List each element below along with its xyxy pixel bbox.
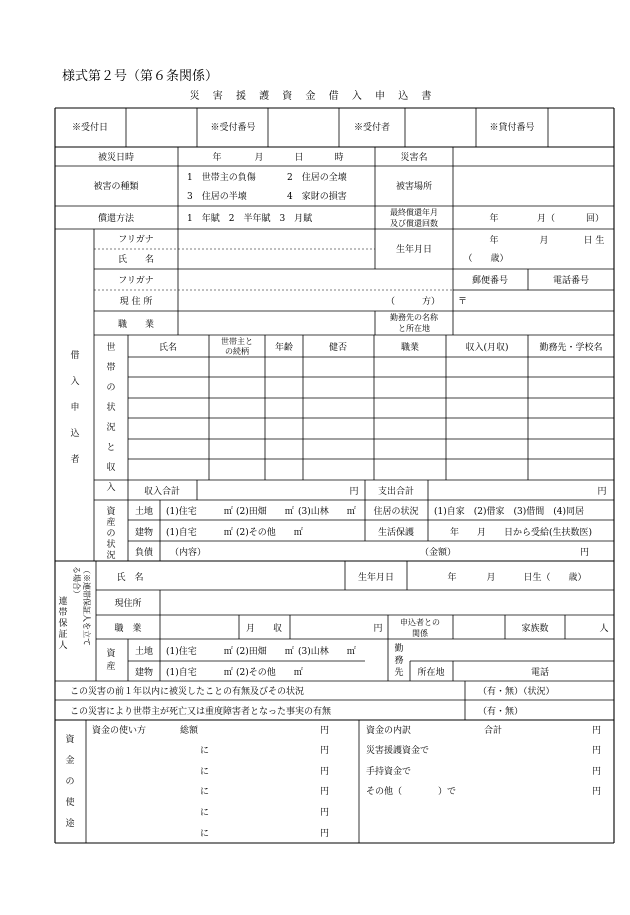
birth-month: 月: [539, 236, 549, 246]
debt-content: （内容）: [170, 548, 207, 558]
usage-ni: に: [200, 746, 210, 756]
disaster-name-label: 災害名: [400, 153, 428, 163]
guarantor-name-label: 氏 名: [116, 573, 144, 583]
usage-yen: 円: [320, 726, 330, 736]
breakdown-yen: 円: [592, 767, 602, 777]
col-name: 氏名: [158, 343, 178, 353]
history-section: [55, 681, 614, 720]
side-char: 入: [106, 483, 116, 493]
date-day: 日: [294, 153, 304, 163]
household-section: [94, 335, 614, 500]
history-question-2: この災害により世帯主が死亡又は重度障害者となった事実の有無: [70, 707, 332, 717]
receiver-label: ※受付者: [353, 123, 391, 133]
workplace-char: 勤: [394, 644, 404, 654]
expense-total-label: 支出合計: [377, 487, 415, 497]
col-income: 収入(月収): [465, 343, 509, 353]
debt-amount: （金額）: [420, 548, 457, 558]
furigana-label: フリガナ: [118, 235, 154, 245]
workplace-char: 先: [394, 668, 404, 678]
guarantor-assets-char: 資: [106, 649, 116, 659]
housing-options: (1)自家 (2)借家 (3)借間 (4)同居: [434, 507, 584, 517]
building-label: 建物: [134, 528, 154, 538]
family-count-label: 家族数: [521, 624, 549, 634]
side-char: 帯: [106, 363, 116, 373]
land-item-1: (1)住宅 ㎡: [166, 507, 233, 517]
history-question-1: この災害の前１年以内に被災したことの有無及びその状況: [70, 687, 305, 697]
side-char: 況: [106, 551, 116, 561]
side-char: 資: [106, 507, 116, 517]
welfare-text: 年 月 日から受給(生扶数医): [450, 528, 593, 538]
postal-code-label: 郵便番号: [471, 276, 509, 286]
housing-label: 住居の状況: [373, 507, 419, 517]
side-char: 保: [58, 619, 68, 629]
side-char: 借: [70, 351, 80, 361]
relation-label-1: 申込者との: [400, 618, 440, 627]
job-label: 職 業: [117, 320, 155, 330]
side-char: 途: [65, 819, 75, 829]
final-repayment-label-2: 及び償還回数: [390, 219, 438, 228]
disaster-section: [55, 147, 614, 229]
usage-yen: 円: [320, 746, 330, 756]
debt-label: 負債: [134, 548, 154, 558]
breakdown-yen: 円: [592, 746, 602, 756]
date-month: 月: [254, 153, 264, 163]
assets-side-label: [106, 505, 116, 561]
breakdown-item-1: 災害援護資金で: [366, 746, 430, 756]
usage-yen: 円: [320, 787, 330, 797]
side-char: 状: [106, 403, 116, 413]
side-char: と: [106, 443, 116, 453]
guarantor-building-label: 建物: [134, 668, 154, 678]
birth-date-label: 生年月日: [395, 245, 433, 255]
side-char: 産: [106, 518, 116, 528]
col-job: 職業: [400, 343, 420, 353]
breakdown-yen: 円: [592, 726, 602, 736]
guarantor-building-item-2: (2)その他 ㎡: [236, 668, 303, 678]
workplace-char: 務: [394, 656, 404, 666]
col-workplace: 勤務先・学校名: [539, 343, 603, 353]
damage-type-2: 2 住居の全壊: [287, 173, 347, 183]
guarantor-side-label: [58, 595, 67, 651]
guarantor-job-label: 職 業: [114, 624, 142, 634]
birth-day: 日 生: [583, 236, 605, 246]
guarantor-land-item-3: (3)山林 ㎡: [298, 647, 356, 657]
postal-mark: 〒: [458, 297, 468, 307]
loan-number-label: ※貸付番号: [489, 123, 535, 133]
usage-ni: に: [200, 808, 210, 818]
household-side-label: [106, 341, 115, 493]
guarantor-land-label: 土地: [134, 647, 154, 657]
side-char: 金: [65, 756, 75, 766]
address-label: 現 住 所: [119, 297, 153, 307]
damage-type-3: 3 住居の半壊: [187, 192, 247, 202]
guarantor-phone-label: 電話: [530, 668, 550, 678]
guarantor-building-item-1: (1)自宅 ㎡: [166, 668, 233, 678]
side-char: 入: [70, 377, 80, 387]
usage-ni: に: [200, 829, 210, 839]
repayment-options: 1 年賦 2 半年賦 3 月賦: [187, 214, 313, 224]
side-char: 込: [70, 429, 80, 439]
damage-type-4: 4 家財の損害: [287, 192, 347, 202]
household-row-lines: [94, 357, 614, 500]
guarantor-assets-char: 産: [106, 662, 116, 672]
family-count-unit: 人: [599, 624, 609, 634]
damage-type-1: 1 世帯主の負傷: [187, 173, 256, 183]
phone-label: 電話番号: [552, 276, 590, 286]
income-total-label: 収入合計: [143, 487, 181, 497]
history-answer-2: （有・無）: [478, 707, 524, 717]
final-count: 回）: [585, 214, 605, 224]
land-label: 土地: [134, 507, 154, 517]
date-year: 年: [212, 153, 222, 163]
receipt-date-label: ※受付日: [71, 123, 109, 133]
guarantor-land-item-1: (1)住宅 ㎡: [166, 647, 233, 657]
sum-header: 合計: [484, 726, 503, 736]
land-item-3: (3)山林 ㎡: [298, 507, 356, 517]
damage-type-label: 被害の種類: [93, 182, 139, 192]
col-age: 年齢: [274, 343, 294, 353]
guarantor-birth-day: 日生（ 歳）: [523, 573, 587, 583]
guarantor-address-label: 現住所: [114, 599, 142, 609]
side-char: 状: [106, 540, 116, 550]
usage-yen: 円: [320, 808, 330, 818]
workplace-label-1: 勤務先の名称: [390, 313, 438, 322]
usage-yen: 円: [320, 767, 330, 777]
birth-year: 年: [489, 236, 499, 246]
guarantor-birth-year: 年: [447, 573, 457, 583]
side-char: 証: [58, 630, 68, 640]
applicant-age: （ 歳）: [463, 254, 509, 264]
guarantor-section: [55, 561, 614, 681]
disaster-date-label: 被災日時: [97, 153, 135, 163]
date-hour: 時: [334, 153, 344, 163]
receipt-number-label: ※受付番号: [210, 123, 256, 133]
funds-side-label: [65, 733, 75, 829]
side-char: の: [106, 383, 116, 393]
side-char: の: [106, 529, 116, 539]
damage-place-label: 被害場所: [395, 182, 433, 192]
expense-total-yen: 円: [597, 487, 607, 497]
building-item-1: (1)自宅 ㎡: [166, 528, 233, 538]
side-char: 況: [106, 423, 116, 433]
side-char: 使: [65, 798, 75, 808]
usage-header: 資金の使い方: [92, 726, 147, 736]
final-repayment-label-1: 最終償還年月: [390, 208, 438, 217]
col-relation-1: 世帯主と: [221, 337, 253, 346]
land-item-2: (2)田畑 ㎡: [236, 507, 294, 517]
usage-yen: 円: [320, 829, 330, 839]
final-year: 年: [489, 214, 499, 224]
breakdown-item-2: 手持資金で: [366, 767, 412, 777]
address-furigana-label: フリガナ: [118, 276, 154, 286]
side-char: 者: [70, 455, 80, 465]
breakdown-yen: 円: [592, 787, 602, 797]
side-char: 申: [70, 403, 80, 413]
applicant-side-label: [70, 349, 79, 465]
debt-yen: 円: [580, 548, 590, 558]
history-answer-1: （有・無）（状況）: [478, 687, 555, 697]
usage-lines: [200, 745, 329, 839]
guarantor-birth-month: 月: [486, 573, 496, 583]
workplace-label-2: と所在地: [398, 324, 430, 333]
usage-ni: に: [200, 767, 210, 777]
breakdown-header: 資金の内訳: [366, 726, 412, 736]
guarantor-note-2: る場合）: [72, 566, 81, 598]
total-header: 総額: [180, 726, 199, 736]
repayment-method-label: 償還方法: [97, 214, 135, 224]
form-title: 災 害 援 護 資 金 借 入 申 込 書: [189, 91, 437, 102]
usage-ni: に: [200, 787, 210, 797]
monthly-income-label: 月 収: [245, 624, 283, 634]
building-item-2: (2)その他 ㎡: [236, 528, 303, 538]
funds-section: [55, 720, 614, 843]
col-relation-2: の続柄: [225, 347, 249, 356]
monthly-income-yen: 円: [373, 624, 383, 634]
address-direction: （ 方）: [385, 297, 441, 307]
applicant-name-label: 氏 名: [117, 255, 155, 265]
breakdown-item-3: その他（ ）で: [366, 787, 457, 797]
side-char: の: [65, 777, 75, 787]
side-char: 連: [58, 597, 68, 607]
side-char: 資: [65, 735, 75, 745]
col-health: 健否: [328, 343, 348, 353]
side-char: 収: [106, 463, 116, 473]
guarantor-birth-label: 生年月日: [357, 573, 395, 583]
guarantor-land-item-2: (2)田畑 ㎡: [236, 647, 294, 657]
side-char: 帯: [58, 608, 68, 618]
form-id: 様式第２号（第６条関係）: [62, 69, 219, 84]
final-month: 月（: [536, 214, 556, 224]
side-char: 人: [58, 641, 68, 651]
guarantor-location-label: 所在地: [417, 668, 445, 678]
side-char: 世: [106, 343, 116, 353]
relation-label-2: 関係: [412, 629, 428, 638]
welfare-label: 生活保護: [377, 528, 415, 538]
assets-section: [55, 500, 614, 561]
income-total-yen: 円: [349, 487, 359, 497]
guarantor-note-1: （※連帯保証人を立て: [82, 566, 91, 646]
